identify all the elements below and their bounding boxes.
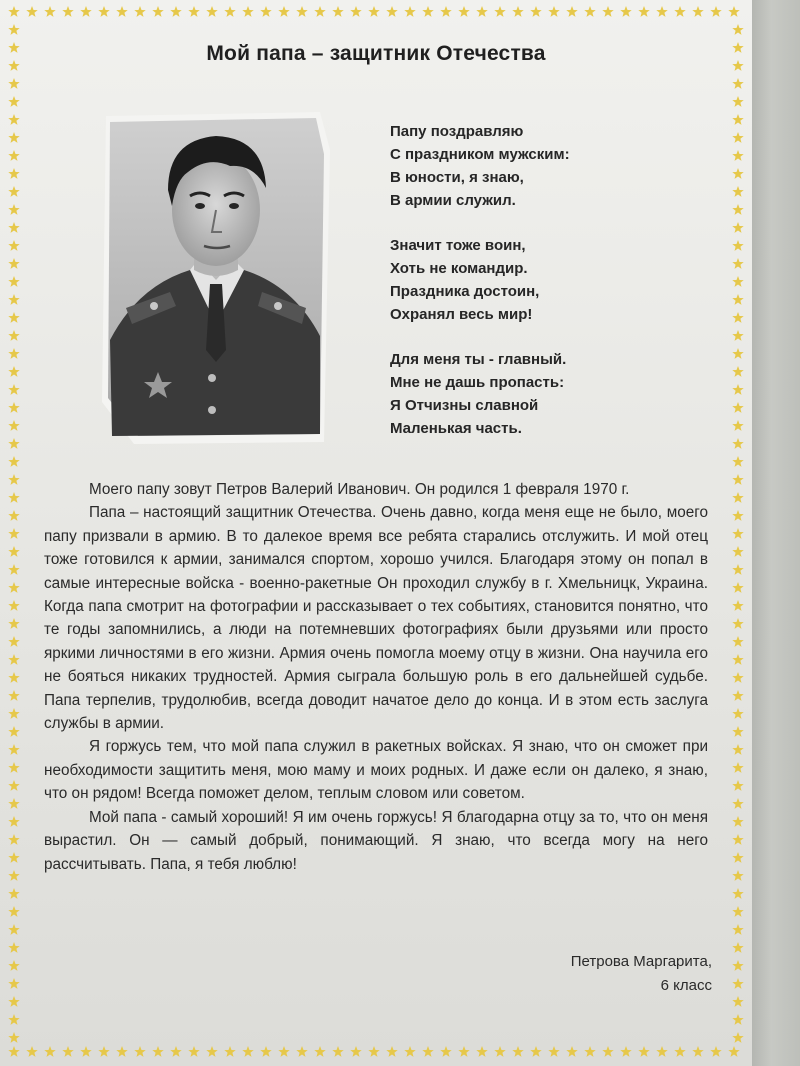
soldier-portrait-photo	[98, 110, 334, 446]
essay-text	[44, 478, 708, 876]
poem-line: Папу поздравляю	[390, 123, 524, 140]
emblem-icon	[150, 302, 158, 310]
essay-paragraph: Мой папа - самый хороший! Я им очень горжусь! Я благодарна отцу за то, что он меня вырастил. Он — самый добрый, понимающий. Я знаю, что всегда могу на него рассчитывать. Папа, я тебя люблю!	[44, 808, 708, 873]
poem-line: Я Отчизны славной	[390, 397, 539, 414]
poem-stanza	[390, 120, 720, 212]
author-grade: 6 класс	[660, 977, 712, 994]
poem-line: Значит тоже воин,	[390, 237, 526, 254]
poem-line: С праздником мужским:	[390, 146, 570, 163]
essay-paragraph: Я горжусь тем, что мой папа служил в ракетных войсках. Я знаю, что он сможет при необходимости защитить меня, мою маму и моих родных. И даже если он далеко, я знаю, что он рядом! Всегда поможет делом, теплым словом или советом.	[44, 738, 708, 803]
author-name: Петрова Маргарита,	[570, 953, 712, 970]
poem-line: Маленькая часть.	[390, 420, 522, 437]
poem	[390, 120, 720, 462]
poem-line: В юности, я знаю,	[390, 169, 524, 186]
poem-line: Охранял весь мир!	[390, 306, 533, 323]
poem-stanza	[390, 348, 720, 440]
poem-line: Хоть не командир.	[390, 260, 528, 277]
essay-paragraph: Папа – настоящий защитник Отечества. Очень давно, когда меня еще не было, моего папу призвали в армию. В то далекое время все ребята старались отслужить. И мой отец тоже готовился к армии, занимался спортом, хорошо учился. Благодаря этому он попал в самые интересные войска - военно-ракетные Он проходил службу в г. Хмельницк, Украина. Когда папа смотрит на фотографии и рассказывает о тех событиях, становится понятно, что те годы запомнились, а люди на потемневших фотографиях были друзьями или просто яркими личностями в его жизни. Армия очень помогла моему отцу в жизни. Она научила его не бояться никаких трудностей. Армия сыграла большую роль в его дальнейшей судьбе. Папа терпелив, трудолюбив, всегда доводит начатое дело до конца. И в этом есть заслуга службы в армии.	[44, 504, 708, 733]
poem-line: В армии служил.	[390, 192, 516, 209]
page-edge-background	[752, 0, 800, 1066]
poem-line: Для меня ты - главный.	[390, 351, 567, 368]
emblem-icon	[274, 302, 282, 310]
poem-line: Мне не дашь пропасть:	[390, 374, 565, 391]
signature	[412, 950, 712, 998]
essay-paragraph: Моего папу зовут Петров Валерий Иванович. Он родился 1 февраля 1970 г.	[89, 481, 630, 498]
poem-line: Праздника достоин,	[390, 283, 540, 300]
poem-stanza	[390, 234, 720, 326]
page-title: Мой папа – защитник Отечества	[206, 42, 546, 65]
